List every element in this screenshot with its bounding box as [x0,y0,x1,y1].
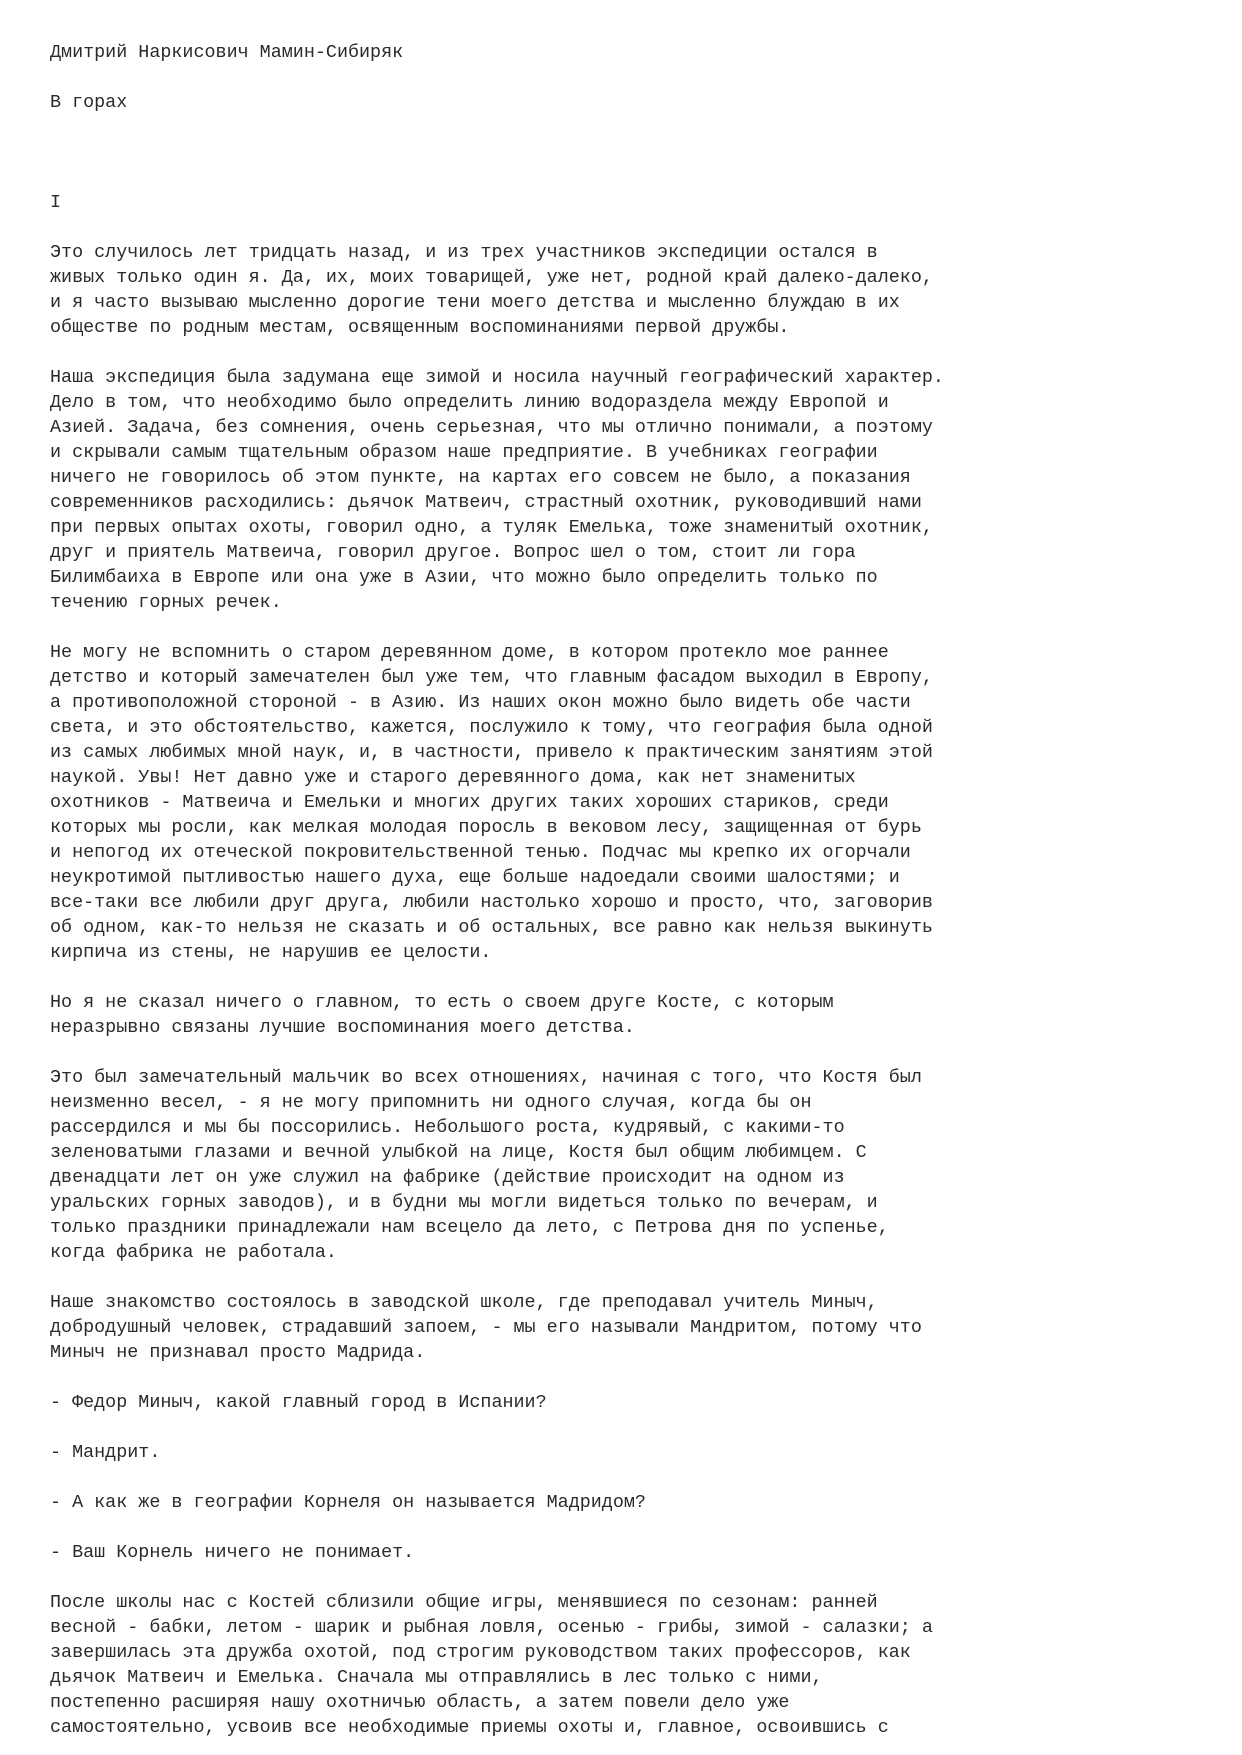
paragraph [50,1065,1210,1265]
spacer [50,215,1210,240]
text-line: Наше знакомство состоялось в заводской школе, где преподавал учитель Миныч, [50,1292,878,1313]
paragraph-spacer [50,1515,1210,1540]
text-line: - Ваш Корнель ничего не понимает. [50,1542,415,1563]
text-line: рассердился и мы бы поссорились. Небольшого роста, кудрявый, с какими-то [50,1117,845,1138]
paragraph-spacer [50,340,1210,365]
text-line: только праздники принадлежали нам всецело да лето, с Петрова дня по успенье, [50,1217,889,1238]
paragraph-spacer [50,1565,1210,1590]
paragraph-spacer [50,1265,1210,1290]
text-line: - А как же в географии Корнеля он называется Мадридом? [50,1492,646,1513]
text-line: Миныч не признавал просто Мадрида. [50,1342,426,1363]
author-name: Дмитрий Наркисович Мамин-Сибиряк [50,42,404,63]
text-line: неизменно весел, - я не могу припомнить ни одного случая, когда бы он [50,1092,812,1113]
text-line: которых мы росли, как мелкая молодая поросль в вековом лесу, защищенная от бурь [50,817,922,838]
document-page [50,40,1210,1740]
paragraph [50,1440,1210,1465]
paragraph [50,1540,1210,1565]
spacer [50,65,1210,90]
text-line: завершилась эта дружба охотой, под строгим руководством таких профессоров, как [50,1642,911,1663]
text-line: уральских горных заводов), и в будни мы могли видеться только по вечерам, и [50,1192,878,1213]
paragraph-spacer [50,965,1210,990]
paragraph [50,1390,1210,1415]
paragraph [50,640,1210,965]
text-line: Азией. Задача, без сомнения, очень серьезная, что мы отлично понимали, а поэтому [50,417,933,438]
paragraph [50,990,1210,1040]
text-line: двенадцати лет он уже служил на фабрике (действие происходит на одном из [50,1167,845,1188]
text-line: друг и приятель Матвеича, говорил другое. Вопрос шел о том, стоит ли гора [50,542,856,563]
text-line: когда фабрика не работала. [50,1242,337,1263]
text-line: все-таки все любили друг друга, любили настолько хорошо и просто, что, заговорив [50,892,933,913]
text-line: а противоположной стороной - в Азию. Из наших окон можно было видеть обе части [50,692,911,713]
paragraph [50,240,1210,340]
text-line: самостоятельно, усвоив все необходимые приемы охоты и, главное, освоившись с [50,1717,889,1738]
text-line: После школы нас с Костей сблизили общие игры, менявшиеся по сезонам: ранней [50,1592,878,1613]
text-line: Билимбаиха в Европе или она уже в Азии, что можно было определить только по [50,567,878,588]
spacer [50,115,1210,165]
text-line: дьячок Матвеич и Емелька. Сначала мы отправлялись в лес только с ними, [50,1667,823,1688]
text-line: добродушный человек, страдавший запоем, - мы его называли Мандритом, потому что [50,1317,922,1338]
paragraph [50,365,1210,615]
text-line: детство и который замечателен был уже тем, что главным фасадом выходил в Европу, [50,667,933,688]
text-line: об одном, как-то нельзя не сказать и об остальных, все равно как нельзя выкинуть [50,917,933,938]
text-body [50,240,1210,1740]
paragraph-spacer [50,1040,1210,1065]
document-title: В горах [50,92,128,113]
text-line: современников расходились: дьячок Матвеич, страстный охотник, руководивший нами [50,492,922,513]
text-line: постепенно расширяя нашу охотничью область, а затем повели дело уже [50,1692,790,1713]
text-line: ничего не говорилось об этом пункте, на картах его совсем не было, а показания [50,467,911,488]
text-line: Дело в том, что необходимо было определить линию водораздела между Европой и [50,392,889,413]
text-line: кирпича из стены, не нарушив ее целости. [50,942,492,963]
paragraph-spacer [50,1365,1210,1390]
text-line: живых только один я. Да, их, моих товарищей, уже нет, родной край далеко-далеко, [50,267,933,288]
text-line: Наша экспедиция была задумана еще зимой и носила научный географический характер. [50,367,944,388]
text-line: обществе по родным местам, освященным воспоминаниями первой дружбы. [50,317,790,338]
paragraph [50,1590,1210,1740]
text-line: - Мандрит. [50,1442,161,1463]
text-line: света, и это обстоятельство, кажется, послужило к тому, что география была одной [50,717,933,738]
text-line: Это случилось лет тридцать назад, и из трех участников экспедиции остался в [50,242,878,263]
text-line: неразрывно связаны лучшие воспоминания моего детства. [50,1017,635,1038]
text-line: Это был замечательный мальчик во всех отношениях, начиная с того, что Костя был [50,1067,922,1088]
text-line: из самых любимых мной наук, и, в частности, привело к практическим занятиям этой [50,742,933,763]
text-line: течению горных речек. [50,592,282,613]
text-line: Не могу не вспомнить о старом деревянном доме, в котором протекло мое раннее [50,642,889,663]
text-line: зеленоватыми глазами и вечной улыбкой на лице, Костя был общим любимцем. С [50,1142,867,1163]
paragraph-spacer [50,615,1210,640]
paragraph-spacer [50,1415,1210,1440]
text-line: и я часто вызываю мысленно дорогие тени моего детства и мысленно блуждаю в их [50,292,900,313]
paragraph [50,1290,1210,1365]
spacer [50,165,1210,190]
chapter-number: I [50,192,62,213]
text-line: - Федор Миныч, какой главный город в Испании? [50,1392,547,1413]
text-line: Но я не сказал ничего о главном, то есть о своем друге Косте, с которым [50,992,834,1013]
text-line: наукой. Увы! Нет давно уже и старого деревянного дома, как нет знаменитых [50,767,856,788]
text-line: и скрывали самым тщательным образом наше предприятие. В учебниках географии [50,442,878,463]
text-line: и непогод их отеческой покровительственной тенью. Подчас мы крепко их огорчали [50,842,911,863]
text-line: охотников - Матвеича и Емельки и многих других таких хороших стариков, среди [50,792,889,813]
text-line: при первых опытах охоты, говорил одно, а туляк Емелька, тоже знаменитый охотник, [50,517,933,538]
text-line: весной - бабки, летом - шарик и рыбная ловля, осенью - грибы, зимой - салазки; а [50,1617,933,1638]
text-line: неукротимой пытливостью нашего духа, еще больше надоедали своими шалостями; и [50,867,900,888]
paragraph [50,1490,1210,1515]
paragraph-spacer [50,1465,1210,1490]
